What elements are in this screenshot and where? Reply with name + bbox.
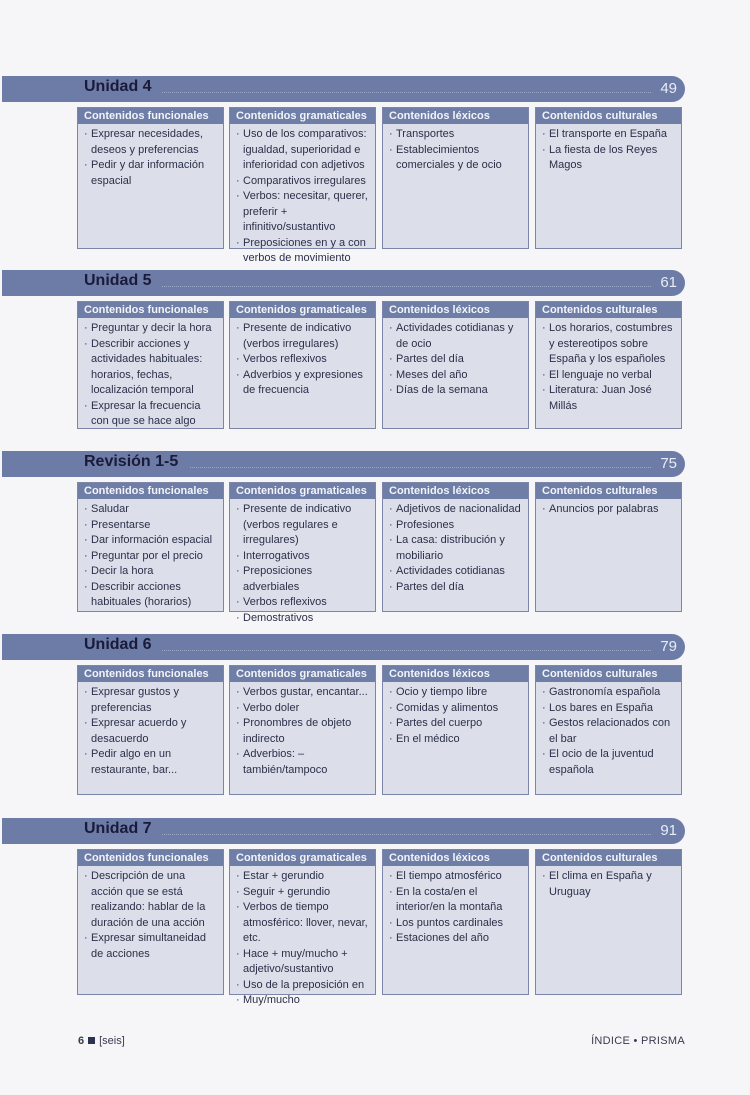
list-item: · Describir acciones habituales (horarios) xyxy=(84,580,219,611)
list-item: · Uso de los comparativos: igualdad, superioridad e inferioridad con adjetivos xyxy=(236,127,371,174)
list-item: · Estar + gerundio xyxy=(236,869,371,885)
list-item: · Transportes xyxy=(389,127,524,143)
box-heading: Contenidos culturales xyxy=(536,666,681,682)
list-item: · Seguir + gerundio xyxy=(236,885,371,901)
cultural-contents-box xyxy=(535,482,682,612)
content-list xyxy=(383,685,528,747)
leader-dots xyxy=(162,834,651,835)
box-heading: Contenidos gramaticales xyxy=(230,483,375,499)
box-heading: Contenidos léxicos xyxy=(383,850,528,866)
box-heading: Contenidos funcionales xyxy=(78,108,223,124)
list-item: · Muy/mucho xyxy=(236,993,371,1009)
content-list xyxy=(383,869,528,947)
list-item: · Presente de indicativo (verbos irregulares) xyxy=(236,321,371,352)
content-list xyxy=(230,869,375,1009)
list-item: · Pedir algo en un restaurante, bar... xyxy=(84,747,219,778)
list-item: · Comidas y alimentos xyxy=(389,701,524,717)
grammar-contents-box xyxy=(229,482,376,624)
list-item: · Anuncios por palabras xyxy=(542,502,677,518)
list-item: · Presente de indicativo (verbos regulares e irregulares) xyxy=(236,502,371,549)
lexical-contents-box xyxy=(382,665,529,795)
list-item: · Expresar necesidades, deseos y preferencias xyxy=(84,127,219,158)
leader-dots xyxy=(190,467,651,468)
list-item: · Días de la semana xyxy=(389,383,524,399)
unit-header-bar xyxy=(2,818,685,844)
leader-dots xyxy=(162,286,651,287)
box-heading: Contenidos culturales xyxy=(536,483,681,499)
list-item: · Adjetivos de nacionalidad xyxy=(389,502,524,518)
content-list xyxy=(78,685,223,778)
unit-title: Unidad 4 xyxy=(84,78,152,95)
list-item: · Los bares en España xyxy=(542,701,677,717)
unit-header-bar xyxy=(2,76,685,102)
footer-book-title: ÍNDICE • PRISMA xyxy=(591,1035,685,1047)
footer-page-number xyxy=(78,1035,125,1047)
list-item: · Decir la hora xyxy=(84,564,219,580)
content-list xyxy=(230,685,375,778)
functional-contents-box xyxy=(77,849,224,995)
content-list xyxy=(230,127,375,267)
content-list xyxy=(536,127,681,174)
list-item: · Partes del cuerpo xyxy=(389,716,524,732)
unit-header-bar xyxy=(2,270,685,296)
content-list xyxy=(230,321,375,399)
leader-dots xyxy=(162,650,651,651)
content-list xyxy=(536,869,681,900)
box-heading: Contenidos léxicos xyxy=(383,302,528,318)
list-item: · Demostrativos xyxy=(236,611,371,627)
list-item: · Expresar la frecuencia con que se hace algo xyxy=(84,399,219,430)
list-item: · Hace + muy/mucho + adjetivo/sustantivo xyxy=(236,947,371,978)
list-item: · La casa: distribución y mobiliario xyxy=(389,533,524,564)
list-item: · Preposiciones en y a con verbos de movimiento xyxy=(236,236,371,267)
list-item: · Pronombres de objeto indirecto xyxy=(236,716,371,747)
box-heading: Contenidos gramaticales xyxy=(230,108,375,124)
list-item: · Preguntar por el precio xyxy=(84,549,219,565)
box-heading: Contenidos funcionales xyxy=(78,850,223,866)
list-item: · Describir acciones y actividades habituales: horarios, fechas, localización temporal xyxy=(84,337,219,399)
list-item: · Uso de la preposición en xyxy=(236,978,371,994)
cultural-contents-box xyxy=(535,301,682,429)
list-item: · Preguntar y decir la hora xyxy=(84,321,219,337)
content-list xyxy=(78,127,223,189)
list-item: · El lenguaje no verbal xyxy=(542,368,677,384)
grammar-contents-box xyxy=(229,665,376,795)
page-reference: 49 xyxy=(660,80,677,97)
box-heading: Contenidos culturales xyxy=(536,108,681,124)
content-list xyxy=(383,502,528,595)
box-heading: Contenidos gramaticales xyxy=(230,850,375,866)
cultural-contents-box xyxy=(535,849,682,995)
page-reference: 61 xyxy=(660,274,677,291)
list-item: · Literatura: Juan José Millás xyxy=(542,383,677,414)
list-item: · Gestos relacionados con el bar xyxy=(542,716,677,747)
box-heading: Contenidos culturales xyxy=(536,850,681,866)
content-list xyxy=(78,321,223,430)
lexical-contents-box xyxy=(382,482,529,612)
content-list xyxy=(78,502,223,611)
lexical-contents-box xyxy=(382,107,529,249)
page-reference: 79 xyxy=(660,638,677,655)
content-list xyxy=(383,127,528,174)
list-item: · Verbos reflexivos xyxy=(236,352,371,368)
list-item: · Presentarse xyxy=(84,518,219,534)
list-item: · Actividades cotidianas y de ocio xyxy=(389,321,524,352)
unit-title: Unidad 5 xyxy=(84,272,152,289)
leader-dots xyxy=(162,92,651,93)
content-list xyxy=(536,321,681,414)
list-item: · El transporte en España xyxy=(542,127,677,143)
unit-title: Revisión 1-5 xyxy=(84,453,179,470)
grammar-contents-box xyxy=(229,849,376,1006)
list-item: · Preposiciones adverbiales xyxy=(236,564,371,595)
content-list xyxy=(230,502,375,626)
list-item: · Los horarios, costumbres y estereotipos sobre España y los españoles xyxy=(542,321,677,368)
list-item: · Dar información espacial xyxy=(84,533,219,549)
lexical-contents-box xyxy=(382,301,529,429)
functional-contents-box xyxy=(77,301,224,429)
list-item: · Expresar simultaneidad de acciones xyxy=(84,931,219,962)
list-item: · Pedir y dar información espacial xyxy=(84,158,219,189)
list-item: · Los puntos cardinales xyxy=(389,916,524,932)
content-list xyxy=(536,685,681,778)
box-heading: Contenidos funcionales xyxy=(78,302,223,318)
page-reference: 91 xyxy=(660,822,677,839)
list-item: · Ocio y tiempo libre xyxy=(389,685,524,701)
list-item: · Verbos: necesitar, querer, preferir + infinitivo/sustantivo xyxy=(236,189,371,236)
list-item: · Expresar gustos y preferencias xyxy=(84,685,219,716)
box-heading: Contenidos gramaticales xyxy=(230,302,375,318)
list-item: · Verbos reflexivos xyxy=(236,595,371,611)
content-list xyxy=(383,321,528,399)
list-item: · Partes del día xyxy=(389,580,524,596)
box-heading: Contenidos culturales xyxy=(536,302,681,318)
grammar-contents-box xyxy=(229,107,376,264)
list-item: · En el médico xyxy=(389,732,524,748)
unit-title: Unidad 7 xyxy=(84,820,152,837)
cultural-contents-box xyxy=(535,107,682,249)
list-item: · Adverbios y expresiones de frecuencia xyxy=(236,368,371,399)
unit-header-bar xyxy=(2,451,685,477)
list-item: · Establecimientos comerciales y de ocio xyxy=(389,143,524,174)
grammar-contents-box xyxy=(229,301,376,429)
list-item: · Partes del día xyxy=(389,352,524,368)
lexical-contents-box xyxy=(382,849,529,995)
list-item: · Actividades cotidianas xyxy=(389,564,524,580)
list-item: · Comparativos irregulares xyxy=(236,174,371,190)
list-item: · Verbo doler xyxy=(236,701,371,717)
unit-title: Unidad 6 xyxy=(84,636,152,653)
list-item: · Gastronomía española xyxy=(542,685,677,701)
list-item: · Interrogativos xyxy=(236,549,371,565)
cultural-contents-box xyxy=(535,665,682,795)
page-reference: 75 xyxy=(660,455,677,472)
box-heading: Contenidos funcionales xyxy=(78,666,223,682)
list-item: · En la costa/en el interior/en la montaña xyxy=(389,885,524,916)
list-item: · Verbos de tiempo atmosférico: llover, nevar, etc. xyxy=(236,900,371,947)
functional-contents-box xyxy=(77,107,224,249)
page-number: 6 xyxy=(78,1035,85,1047)
list-item: · Meses del año xyxy=(389,368,524,384)
functional-contents-box xyxy=(77,665,224,795)
list-item: · El ocio de la juventud española xyxy=(542,747,677,778)
list-item: · Expresar acuerdo y desacuerdo xyxy=(84,716,219,747)
list-item: · Saludar xyxy=(84,502,219,518)
page-word: [seis] xyxy=(99,1035,125,1047)
content-list xyxy=(78,869,223,962)
list-item: · Descripción de una acción que se está realizando: hablar de la duración de una acción xyxy=(84,869,219,931)
box-heading: Contenidos léxicos xyxy=(383,108,528,124)
unit-header-bar xyxy=(2,634,685,660)
page-footer xyxy=(78,1035,685,1053)
box-heading: Contenidos léxicos xyxy=(383,666,528,682)
list-item: · El clima en España y Uruguay xyxy=(542,869,677,900)
square-bullet-icon xyxy=(88,1037,95,1044)
box-heading: Contenidos funcionales xyxy=(78,483,223,499)
list-item: · Verbos gustar, encantar... xyxy=(236,685,371,701)
list-item: · Profesiones xyxy=(389,518,524,534)
list-item: · La fiesta de los Reyes Magos xyxy=(542,143,677,174)
functional-contents-box xyxy=(77,482,224,612)
list-item: · El tiempo atmosférico xyxy=(389,869,524,885)
content-list xyxy=(536,502,681,518)
list-item: · Adverbios: – también/tampoco xyxy=(236,747,371,778)
box-heading: Contenidos gramaticales xyxy=(230,666,375,682)
box-heading: Contenidos léxicos xyxy=(383,483,528,499)
list-item: · Estaciones del año xyxy=(389,931,524,947)
